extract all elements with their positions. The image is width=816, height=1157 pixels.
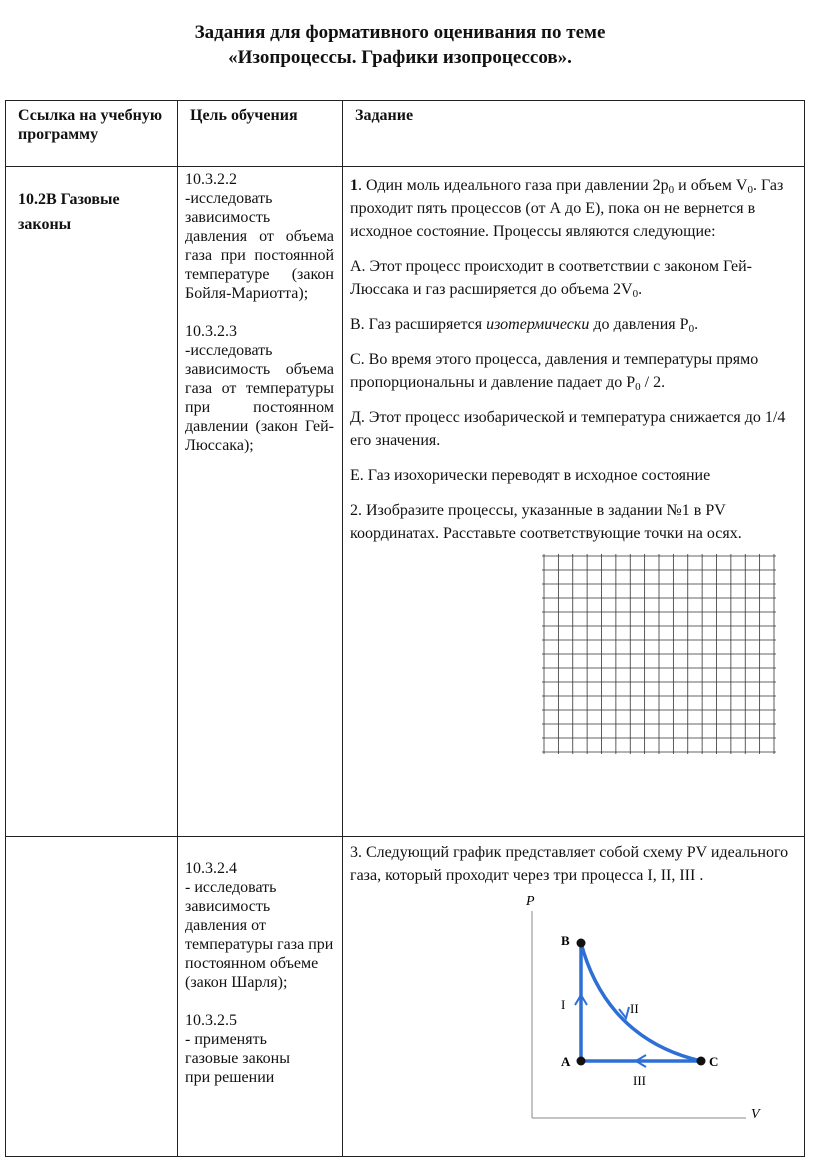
point-c <box>697 1057 706 1066</box>
task1-text-b: и объем V <box>674 177 748 194</box>
point-label-c: C <box>709 1054 719 1069</box>
process-d: Д. Этот процесс изобарической и температура снижается до 1/4 его значения. <box>350 409 786 449</box>
table-header-row <box>6 101 805 167</box>
table-row-2 <box>6 837 805 1157</box>
process-a <box>350 255 794 301</box>
point-label-a: A <box>561 1054 571 1069</box>
title-line-2: «Изопроцессы. Графики изопроцессов». <box>228 47 572 68</box>
row2-reference-cell <box>6 837 178 1157</box>
point-b <box>577 939 586 948</box>
process-a-end: . <box>638 281 643 298</box>
row2-objective1-text: - исследовать зависимость давления от температуры газа при постоянном объеме (закон Шарля); <box>185 879 334 991</box>
task2-paragraph: 2. Изобразите процессы, указанные в задании №1 в PV координатах. Расставьте соответствующие точки на осях. <box>350 502 742 542</box>
row2-objective1-code: 10.3.2.4 <box>185 860 237 877</box>
row2-objective2-code: 10.3.2.5 <box>185 1012 237 1029</box>
task1-sub-b: 0 <box>747 184 753 196</box>
process-b-sub: 0 <box>688 323 695 335</box>
process-label-ii: II <box>630 1001 639 1016</box>
row1-objective2-code: 10.3.2.3 <box>185 323 237 340</box>
v-axis-label: V <box>751 1107 760 1122</box>
row1-reference: 10.2В Газовые законы <box>18 191 120 233</box>
title-line-1: Задания для формативного оценивания по теме <box>194 22 606 43</box>
task1-text-a: . Один моль идеального газа при давлении 2p <box>358 177 669 194</box>
row2-task-cell <box>343 837 805 1157</box>
process-c-text: С. Во время этого процесса, давления и температуры прямо пропорциональны и давление падает до P <box>350 351 759 391</box>
process-b-text-2: до давления P <box>589 316 689 333</box>
answer-grid[interactable] <box>540 553 778 755</box>
page-title <box>0 20 800 70</box>
process-c <box>350 348 794 394</box>
process-b-emphasis: изотермически <box>486 316 590 333</box>
process-b <box>350 313 794 336</box>
row1-objective2-text: -исследовать зависимость объема газа от температуры при постоянном давлении (закон Гей-Люссака); <box>185 342 334 454</box>
task1-text-c: . Газ проходит пять процессов (от А до Е), пока он не вернется в исходное состояние. Процессы являются следующие: <box>350 177 784 240</box>
task1-paragraph <box>350 174 794 243</box>
process-ii-curve <box>581 943 701 1061</box>
row2-objective-cell <box>178 837 343 1157</box>
row1-reference-cell <box>6 167 178 837</box>
header-task: Задание <box>343 101 805 167</box>
process-a-sub: 0 <box>632 288 639 300</box>
process-label-iii: III <box>633 1073 646 1088</box>
process-b-text: В. Газ расширяется <box>350 316 487 333</box>
task1-sub-a: 0 <box>668 184 675 196</box>
table-row-1 <box>6 167 805 837</box>
process-c-sub: 0 <box>635 381 641 393</box>
process-label-i: I <box>561 997 566 1012</box>
row1-objective1-text: -исследовать зависимость давления от объема газа при постоянной температуре (закон Бойля-Мариотта); <box>185 190 334 302</box>
point-label-b: B <box>561 933 570 948</box>
row2-objective2-text: - применять газовые законы при решении <box>185 1031 290 1086</box>
task1-number: 1 <box>350 177 358 194</box>
header-reference: Ссылка на учебную программу <box>6 101 178 167</box>
assessment-table <box>5 100 805 1157</box>
point-a <box>577 1057 586 1066</box>
process-b-end: . <box>694 316 699 333</box>
row1-objective1-code: 10.3.2.2 <box>185 171 237 188</box>
p-axis-label: P <box>526 894 535 909</box>
header-objective: Цель обучения <box>178 101 343 167</box>
task3-paragraph: 3. Следующий график представляет собой схему PV идеального газа, который проходит через три процесса I, II, III . <box>350 844 789 884</box>
process-c-end: / 2. <box>640 374 666 391</box>
pv-diagram <box>518 893 768 1123</box>
row1-objective-cell <box>178 167 343 837</box>
process-e: Е. Газ изохорически переводят в исходное состояние <box>350 467 711 484</box>
process-a-text: А. Этот процесс происходит в соответствии с законом Гей-Люссака и газ расширяется до объема 2V <box>350 258 752 298</box>
row1-task-cell <box>343 167 805 837</box>
